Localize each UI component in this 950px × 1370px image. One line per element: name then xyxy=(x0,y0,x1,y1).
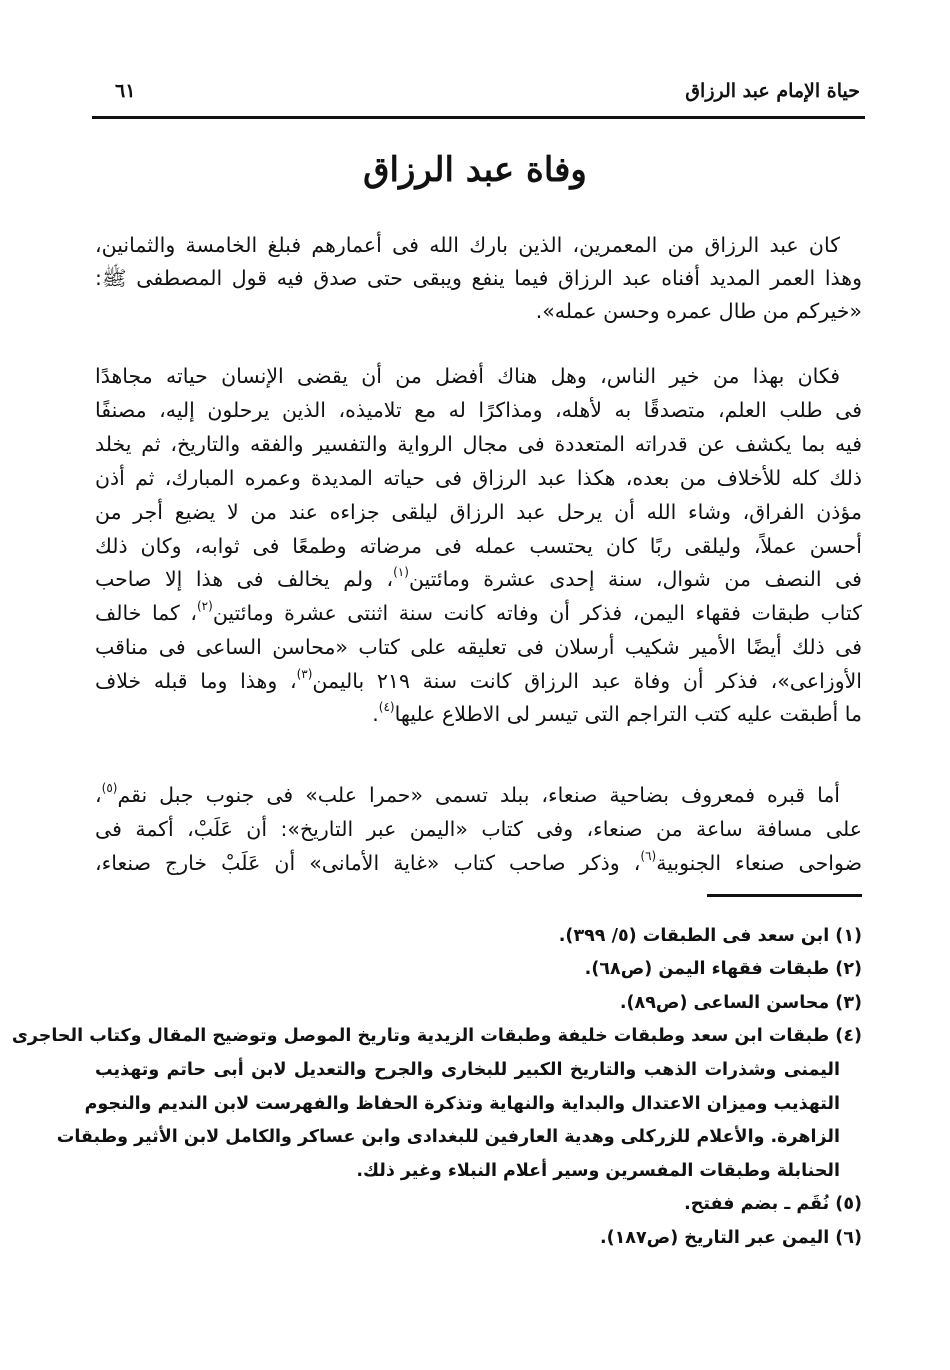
footnote: (٣) محاسن الساعى (ص٨٩). xyxy=(619,993,862,1013)
body-line xyxy=(95,564,862,594)
body-line xyxy=(95,497,862,527)
body-line xyxy=(95,230,862,260)
text-segment: . xyxy=(372,702,379,726)
text-segment: ، xyxy=(95,783,102,807)
page-number: ٦١ xyxy=(115,80,136,102)
text-segment: على مسافة ساعة من صنعاء، وفى كتاب «اليمن عبر التاريخ»: أن عَلَبْ، أكمة فى xyxy=(95,817,862,841)
footnote-marker[interactable]: (٢) xyxy=(196,599,213,613)
text-segment: «خيركم من طال عمره وحسن عمله». xyxy=(535,299,862,323)
text-segment: فكان بهذا من خير الناس، وهل هناك أفضل من أن يقضى الإنسان حياته مجاهدًا xyxy=(95,364,840,388)
footnote: (٥) نُقَم ـ بضم ففتح. xyxy=(684,1194,862,1214)
text-segment: ذلك كله للأخلاف من بعده، هكذا عبد الرزاق فى حياته المديدة وعمره المبارك، ثم أذن xyxy=(95,466,862,490)
footnote-marker[interactable]: (٦) xyxy=(640,849,657,863)
footnote: الزاهرة. والأعلام للزركلى وهدية العارفين للبغدادى وابن عساكر والكامل لابن الأثير وطبقات xyxy=(56,1127,840,1147)
footnote-marker[interactable]: (٣) xyxy=(296,667,313,681)
text-segment: ضواحى صنعاء الجنوبية xyxy=(656,851,862,875)
text-segment: ما أطبقت عليه كتب التراجم التى تيسر لى الاطلاع عليها xyxy=(394,702,862,726)
text-segment: فى النصف من شوال، سنة إحدى عشرة ومائتين xyxy=(408,567,862,591)
text-segment: ، ولم يخالف فى هذا إلا صاحب xyxy=(95,567,394,591)
text-segment: مؤذن الفراق، وشاء الله أن يرحل عبد الرزاق ليلقى جزاءه عند من لا يضيع أجر من xyxy=(95,500,862,524)
footnote: اليمنى وشذرات الذهب والتاريخ الكبير للبخارى والجرح والتعديل لابن أبى حاتم وتهذيب xyxy=(95,1060,840,1080)
text-segment: ، وذكر صاحب كتاب «غاية الأمانى» أن عَلَبْ خارج صنعاء، xyxy=(95,851,641,875)
body-line xyxy=(95,598,862,628)
body-line xyxy=(95,848,862,878)
text-segment: وهذا العمر المديد أفناه عبد الرزاق فيما ينفع ويبقى حتى صدق فيه قول المصطفى ﷺ: xyxy=(95,266,862,290)
body-line xyxy=(95,666,862,696)
body-line xyxy=(95,263,862,293)
body-line xyxy=(95,395,862,425)
footnote-marker[interactable]: (١) xyxy=(393,565,409,579)
chapter-title: وفاة عبد الرزاق xyxy=(363,150,587,190)
footnote: (١) ابن سعد فى الطبقات (٥/ ٣٩٩). xyxy=(558,926,862,946)
text-segment: كان عبد الرزاق من المعمرين، الذين بارك الله فى أعمارهم فبلغ الخامسة والثمانين، xyxy=(95,233,840,257)
text-segment: الأوزاعى»، فذكر أن وفاة عبد الرزاق كانت سنة ٢١٩ باليمن xyxy=(312,669,862,693)
text-segment: فى طلب العلم، متصدقًا به لأهله، ومذاكرًا له مع تلاميذه، الذين يرحلون إليه، مصنفًا xyxy=(95,398,862,422)
body-line xyxy=(95,699,862,729)
text-segment: فيه بما يكشف عن قدراته المتعددة فى مجال الرواية والتفسير والفقه والتاريخ، ثم يخلد xyxy=(95,432,862,456)
footnote-marker[interactable]: (٥) xyxy=(101,781,118,795)
footnote: (٤) طبقات ابن سعد وطبقات خليفة وطبقات الزيدية وتاريخ الموصل وتوضيح المقال وكتاب الحاجرى xyxy=(11,1026,862,1046)
header-rule xyxy=(92,116,865,119)
body-line xyxy=(95,780,862,810)
footnote-marker[interactable]: (٤) xyxy=(378,700,395,714)
body-line xyxy=(95,429,862,459)
body-line xyxy=(95,361,862,391)
body-line xyxy=(95,463,862,493)
text-segment: كتاب طبقات فقهاء اليمن، فذكر أن وفاته كانت سنة اثنتى عشرة ومائتين xyxy=(212,601,862,625)
text-segment: أحسن عملاً، وليلقى ربًا كان يحتسب عمله فى مرضاته وطمعًا فى ثوابه، وكان ذلك xyxy=(95,534,862,558)
text-segment: ، وهذا وما قبله خلاف xyxy=(95,669,297,693)
body-line xyxy=(95,814,862,844)
text-segment: ، كما خالف xyxy=(95,601,197,625)
body-line xyxy=(95,296,862,326)
footnote: (٢) طبقات فقهاء اليمن (ص٦٨). xyxy=(584,959,862,979)
footnote: الحنابلة وطبقات المفسرين وسير أعلام النبلاء وغير ذلك. xyxy=(356,1161,840,1181)
body-line xyxy=(95,632,862,662)
text-segment: أما قبره فمعروف بضاحية صنعاء، ببلد تسمى «حمرا علب» فى جنوب جبل نقم xyxy=(117,783,840,807)
footnote: (٦) اليمن عبر التاريخ (ص١٨٧). xyxy=(599,1228,862,1248)
text-segment: فى ذلك أيضًا الأمير شكيب أرسلان فى تعليقه على كتاب «محاسن الساعى فى مناقب xyxy=(95,635,862,659)
footnote: التهذيب وميزان الاعتدال والبداية والنهاية وتذكرة الحفاظ والفهرست لابن النديم والنجوم xyxy=(84,1094,840,1114)
footnote-rule xyxy=(707,894,862,897)
running-title: حياة الإمام عبد الرزاق xyxy=(685,80,860,102)
body-line xyxy=(95,531,862,561)
